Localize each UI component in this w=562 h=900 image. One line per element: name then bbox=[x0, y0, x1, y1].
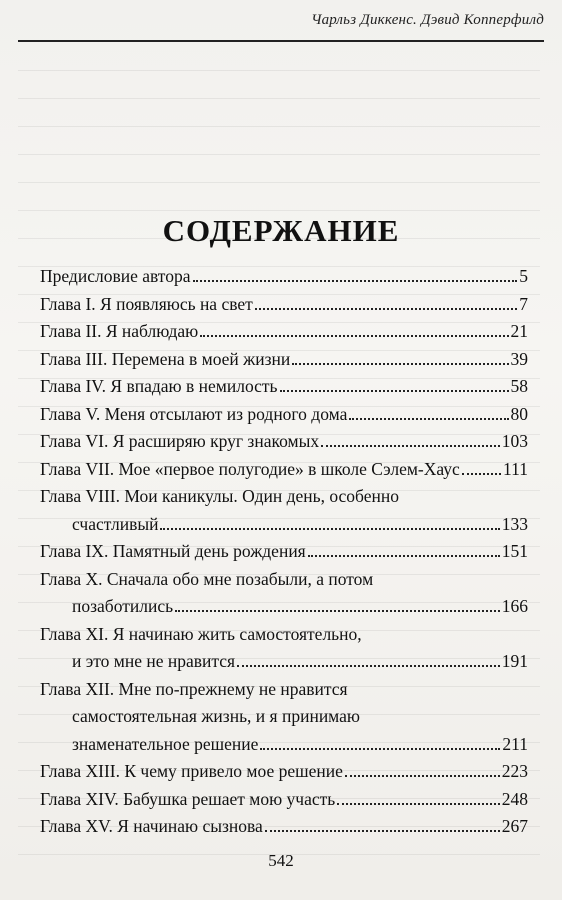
toc-page-number: 211 bbox=[502, 733, 528, 754]
toc-entry bbox=[40, 346, 528, 374]
toc-entry-label: Предисловие автора bbox=[40, 266, 191, 286]
toc-entry-line bbox=[40, 786, 528, 814]
toc-entry-line bbox=[40, 373, 528, 401]
toc-entry-line bbox=[40, 758, 528, 786]
toc-entry-line bbox=[40, 428, 528, 456]
toc-page-number: 111 bbox=[503, 458, 528, 479]
toc-entry-line bbox=[40, 263, 528, 291]
toc-entry-label: счастливый bbox=[72, 513, 159, 534]
dot-leader bbox=[255, 308, 517, 310]
toc-entry-line bbox=[40, 566, 528, 594]
dot-leader bbox=[321, 445, 500, 447]
toc-entry bbox=[40, 456, 528, 484]
toc-entry-label: Глава I. Я появляюсь на свет bbox=[40, 293, 253, 314]
toc-entry-label: Глава XIII. К чему привело мое решение bbox=[40, 761, 343, 781]
dot-leader bbox=[200, 335, 508, 337]
toc-entry-continuation bbox=[40, 511, 528, 539]
toc-entry bbox=[40, 566, 528, 621]
toc-entry-line bbox=[40, 318, 528, 346]
toc-entry bbox=[40, 318, 528, 346]
toc-entry bbox=[40, 538, 528, 566]
toc-page-number: 5 bbox=[519, 266, 528, 286]
toc-entry-label: и это мне не нравится bbox=[72, 651, 236, 671]
dot-leader bbox=[462, 473, 501, 475]
toc-page-number: 166 bbox=[501, 596, 528, 616]
toc-page-number: 248 bbox=[501, 788, 528, 809]
dot-leader bbox=[337, 803, 499, 805]
toc-entry-label: Глава V. Меня отсылают из родного дома bbox=[40, 403, 348, 424]
toc-page-number: 103 bbox=[501, 431, 528, 451]
dot-leader bbox=[193, 280, 518, 282]
toc-entry-label: Глава VIII. Мои каникулы. Один день, особенно bbox=[40, 486, 399, 506]
header-rule bbox=[18, 40, 544, 42]
dot-leader bbox=[160, 528, 499, 530]
toc-entry bbox=[40, 263, 528, 291]
toc-entry bbox=[40, 428, 528, 456]
page-number: 542 bbox=[268, 851, 294, 870]
toc-page-number: 80 bbox=[510, 403, 528, 424]
toc-entry-label: Глава XII. Мне по-прежнему не нравится bbox=[40, 678, 348, 699]
page-title: СОДЕРЖАНИЕ bbox=[162, 213, 400, 248]
toc-entry-line bbox=[40, 401, 528, 429]
toc-entry-line bbox=[40, 456, 528, 484]
dot-leader bbox=[265, 830, 500, 832]
dot-leader bbox=[237, 665, 500, 667]
toc-entry bbox=[40, 758, 528, 786]
dot-leader bbox=[260, 748, 500, 750]
toc-entry bbox=[40, 676, 528, 759]
toc-entry-line bbox=[40, 291, 528, 319]
table-of-contents bbox=[40, 263, 528, 841]
toc-entry bbox=[40, 373, 528, 401]
dot-leader bbox=[345, 775, 500, 777]
toc-entry-label: знаменательное решение bbox=[72, 733, 259, 754]
toc-entry-label: Глава III. Перемена в моей жизни bbox=[40, 348, 291, 369]
toc-entry-line bbox=[40, 813, 528, 841]
dot-leader bbox=[175, 610, 500, 612]
toc-page-number: 39 bbox=[510, 348, 528, 369]
toc-entry-label: Глава II. Я наблюдаю bbox=[40, 321, 199, 341]
toc-entry-continuation bbox=[40, 731, 528, 759]
toc-entry-label: самостоятельная жизнь, и я принимаю bbox=[72, 706, 360, 726]
toc-entry-label: Глава VII. Мое «первое полугодие» в школе Сэлем-Хаус bbox=[40, 458, 460, 479]
toc-page-number: 223 bbox=[501, 761, 528, 781]
toc-page-number: 21 bbox=[510, 321, 528, 341]
toc-page-number: 267 bbox=[501, 816, 528, 836]
toc-entry-continuation bbox=[40, 593, 528, 621]
toc-entry bbox=[40, 786, 528, 814]
toc-entry-label: Глава X. Сначала обо мне позабыли, а потом bbox=[40, 568, 374, 589]
toc-entry-label: Глава IV. Я впадаю в немилость bbox=[40, 376, 278, 396]
toc-entry-label: позаботились bbox=[72, 596, 174, 616]
toc-entry-label: Глава XI. Я начинаю жить самостоятельно, bbox=[40, 623, 362, 644]
dot-leader bbox=[308, 555, 500, 557]
running-head bbox=[18, 12, 544, 46]
toc-entry-label: Глава IX. Памятный день рождения bbox=[40, 541, 306, 561]
toc-page-number: 151 bbox=[501, 541, 528, 561]
toc-entry-line bbox=[40, 483, 528, 511]
toc-entry-label: Глава XV. Я начинаю сызнова bbox=[40, 816, 263, 836]
toc-page-number: 7 bbox=[519, 293, 528, 314]
toc-entry-label: Глава VI. Я расширяю круг знакомых bbox=[40, 431, 320, 451]
running-head-text: Чарльз Диккенс. Дэвид Копперфилд bbox=[311, 12, 544, 28]
toc-page-number: 133 bbox=[501, 513, 528, 534]
toc-entry bbox=[40, 813, 528, 841]
dot-leader bbox=[280, 390, 509, 392]
toc-entry-label: Глава XIV. Бабушка решает мою участь bbox=[40, 788, 336, 809]
toc-entry bbox=[40, 401, 528, 429]
toc-entry bbox=[40, 621, 528, 676]
toc-entry-line bbox=[40, 346, 528, 374]
toc-entry bbox=[40, 483, 528, 538]
dot-leader bbox=[349, 418, 508, 420]
dot-leader bbox=[292, 363, 508, 365]
toc-entry-line bbox=[40, 538, 528, 566]
toc-entry-continuation bbox=[40, 648, 528, 676]
toc-entry-line bbox=[40, 621, 528, 649]
toc-entry-continuation bbox=[40, 703, 528, 731]
toc-entry bbox=[40, 291, 528, 319]
toc-page-number: 58 bbox=[510, 376, 528, 396]
toc-entry-line bbox=[40, 676, 528, 704]
toc-page-number: 191 bbox=[501, 651, 528, 671]
